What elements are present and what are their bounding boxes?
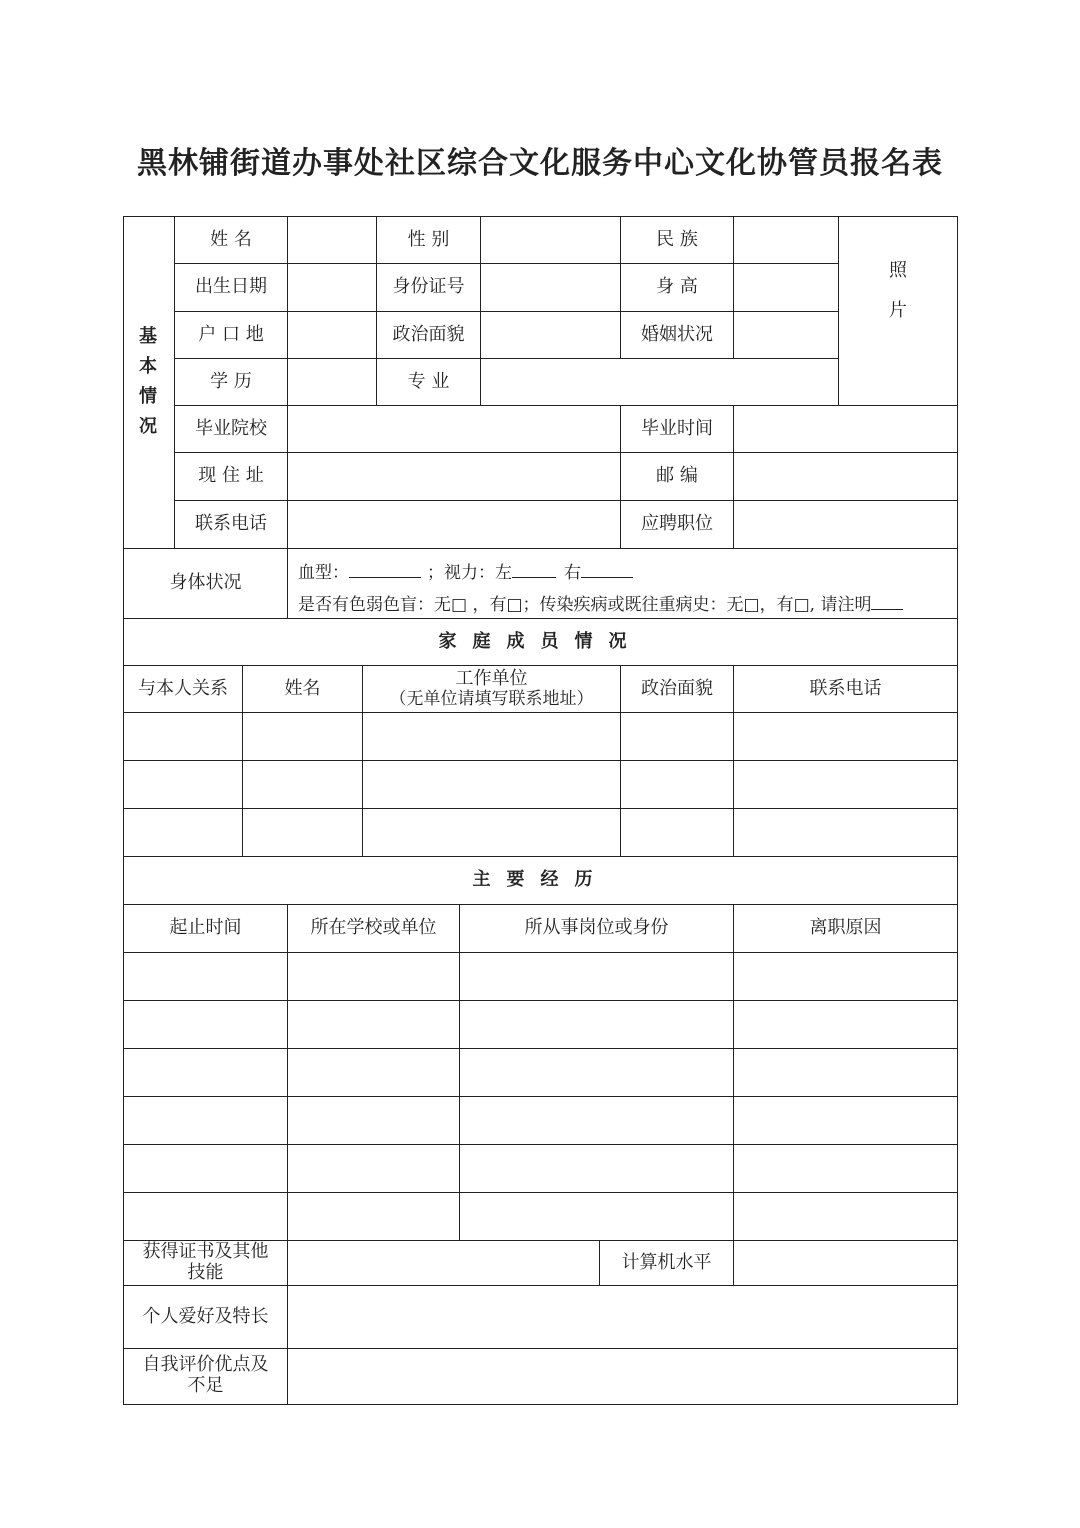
name-label: 姓 名 bbox=[210, 228, 252, 250]
photo-label-1: 照 bbox=[889, 259, 907, 281]
marital-label: 婚姻状况 bbox=[641, 323, 713, 345]
hobby-label: 个人爱好及特长 bbox=[142, 1305, 269, 1327]
gender-label: 性 别 bbox=[407, 228, 450, 250]
experience-cell[interactable] bbox=[124, 1145, 287, 1192]
experience-cell[interactable] bbox=[124, 953, 287, 1000]
experience-cell[interactable] bbox=[288, 1145, 459, 1192]
experience-cell[interactable] bbox=[124, 1001, 287, 1048]
experience-cell[interactable] bbox=[460, 1145, 733, 1192]
exp-col-school: 所在学校或单位 bbox=[310, 917, 437, 939]
family-col-employer-note: （无单位请填写联系地址） bbox=[389, 689, 594, 710]
exp-col-role: 所从事岗位或身份 bbox=[524, 917, 669, 939]
education-label: 学 历 bbox=[210, 370, 252, 392]
experience-cell[interactable] bbox=[124, 1097, 287, 1144]
education-field[interactable] bbox=[288, 359, 376, 405]
family-cell[interactable] bbox=[124, 809, 242, 856]
ethnicity-label: 民 族 bbox=[656, 228, 698, 250]
health-line-2 bbox=[298, 590, 903, 615]
blood-label: 血型： bbox=[298, 563, 349, 583]
hukou-field[interactable] bbox=[288, 312, 376, 358]
experience-cell[interactable] bbox=[288, 1193, 459, 1240]
family-cell[interactable] bbox=[621, 809, 733, 856]
family-cell[interactable] bbox=[734, 761, 957, 808]
major-label: 专 业 bbox=[407, 370, 450, 392]
family-cell[interactable] bbox=[734, 809, 957, 856]
family-col-relation: 与本人关系 bbox=[138, 677, 228, 699]
phone-field[interactable] bbox=[288, 501, 620, 548]
major-field[interactable] bbox=[481, 359, 838, 405]
certs-label-line-1: 获得证书及其他 bbox=[142, 1240, 269, 1262]
self-eval-label-line-2: 不足 bbox=[187, 1375, 224, 1396]
page-title: 黑林铺街道办事处社区综合文化服务中心文化协管员报名表 bbox=[137, 146, 943, 181]
family-cell[interactable] bbox=[363, 713, 620, 760]
family-cell[interactable] bbox=[243, 809, 362, 856]
school-field[interactable] bbox=[288, 406, 620, 452]
family-col-employer-title: 工作单位 bbox=[455, 667, 528, 689]
id-number-label: 身份证号 bbox=[392, 276, 465, 298]
family-cell[interactable] bbox=[363, 809, 620, 856]
computer-label: 计算机水平 bbox=[621, 1251, 712, 1273]
phone-label: 联系电话 bbox=[195, 513, 267, 535]
family-col-name: 姓名 bbox=[284, 677, 321, 699]
grad-time-label: 毕业时间 bbox=[641, 417, 713, 439]
hobby-field[interactable] bbox=[288, 1286, 957, 1348]
self-eval-label-line-1: 自我评价优点及 bbox=[142, 1354, 269, 1376]
vision-left-blank[interactable] bbox=[512, 561, 556, 578]
school-label: 毕业院校 bbox=[195, 417, 267, 439]
vision-right-blank[interactable] bbox=[581, 561, 633, 578]
experience-cell[interactable] bbox=[734, 953, 957, 1000]
family-col-political: 政治面貌 bbox=[641, 677, 713, 699]
experience-cell[interactable] bbox=[288, 1001, 459, 1048]
experience-cell[interactable] bbox=[734, 1001, 957, 1048]
family-cell[interactable] bbox=[363, 761, 620, 808]
id-number-field[interactable] bbox=[481, 264, 620, 311]
experience-cell[interactable] bbox=[124, 1193, 287, 1240]
birth-date-field[interactable] bbox=[288, 264, 376, 311]
experience-cell[interactable] bbox=[460, 1097, 733, 1144]
ethnicity-field[interactable] bbox=[734, 217, 838, 263]
postcode-field[interactable] bbox=[734, 453, 957, 500]
birth-date-label: 出生日期 bbox=[195, 276, 267, 298]
experience-cell[interactable] bbox=[734, 1097, 957, 1144]
experience-cell[interactable] bbox=[288, 1097, 459, 1144]
hukou-label: 户 口 地 bbox=[198, 323, 264, 345]
family-cell[interactable] bbox=[243, 713, 362, 760]
family-cell[interactable] bbox=[621, 713, 733, 760]
height-label: 身 高 bbox=[656, 276, 698, 298]
self-eval-field[interactable] bbox=[288, 1349, 957, 1404]
experience-cell[interactable] bbox=[124, 1049, 287, 1096]
address-label: 现 住 址 bbox=[198, 465, 264, 487]
family-cell[interactable] bbox=[124, 713, 242, 760]
family-cell[interactable] bbox=[734, 713, 957, 760]
experience-cell[interactable] bbox=[288, 1049, 459, 1096]
certs-field[interactable] bbox=[288, 1241, 599, 1285]
gender-field[interactable] bbox=[481, 217, 620, 263]
exp-col-period: 起止时间 bbox=[169, 917, 242, 939]
certs-label bbox=[124, 1240, 287, 1285]
political-label: 政治面貌 bbox=[392, 323, 465, 345]
family-cell[interactable] bbox=[621, 761, 733, 808]
experience-cell[interactable] bbox=[460, 1049, 733, 1096]
marital-field[interactable] bbox=[734, 312, 838, 358]
vision-left-label: ；视力：左 bbox=[427, 563, 512, 583]
experience-cell[interactable] bbox=[460, 1001, 733, 1048]
family-cell[interactable] bbox=[124, 761, 242, 808]
illness-note-blank[interactable] bbox=[871, 593, 903, 610]
family-col-phone: 联系电话 bbox=[809, 677, 882, 699]
experience-cell[interactable] bbox=[288, 953, 459, 1000]
grad-time-field[interactable] bbox=[734, 406, 957, 452]
experience-cell[interactable] bbox=[734, 1049, 957, 1096]
family-cell[interactable] bbox=[243, 761, 362, 808]
experience-cell[interactable] bbox=[734, 1145, 957, 1192]
certs-label-line-2: 技能 bbox=[187, 1261, 224, 1283]
basic-section-label: 基本情况 bbox=[139, 326, 157, 437]
family-heading: 家庭成员情况 bbox=[438, 630, 643, 652]
position-label: 应聘职位 bbox=[641, 513, 713, 535]
computer-field[interactable] bbox=[734, 1241, 957, 1285]
self-eval-label bbox=[124, 1348, 287, 1404]
family-col-employer bbox=[363, 665, 620, 712]
photo-box[interactable] bbox=[839, 216, 957, 405]
photo-label-2: 片 bbox=[889, 299, 907, 321]
blood-type-blank[interactable] bbox=[349, 561, 421, 578]
health-line-1 bbox=[298, 558, 633, 583]
address-field[interactable] bbox=[288, 453, 620, 500]
experience-cell[interactable] bbox=[734, 1193, 957, 1240]
vision-right-label: 右 bbox=[564, 563, 581, 583]
name-field[interactable] bbox=[288, 217, 376, 263]
experience-heading: 主要经历 bbox=[472, 869, 609, 891]
political-field[interactable] bbox=[481, 312, 620, 358]
position-field[interactable] bbox=[734, 501, 957, 548]
exp-col-reason: 离职原因 bbox=[809, 917, 882, 939]
height-field[interactable] bbox=[734, 264, 838, 311]
colorblind-question[interactable]: 是否有色弱色盲：无□ ，有□；传染疾病或既往重病史：无□，有□, 请注明 bbox=[298, 595, 872, 615]
experience-cell[interactable] bbox=[460, 1193, 733, 1240]
experience-cell[interactable] bbox=[460, 953, 733, 1000]
postcode-label: 邮 编 bbox=[656, 465, 698, 487]
health-label: 身体状况 bbox=[169, 572, 242, 594]
